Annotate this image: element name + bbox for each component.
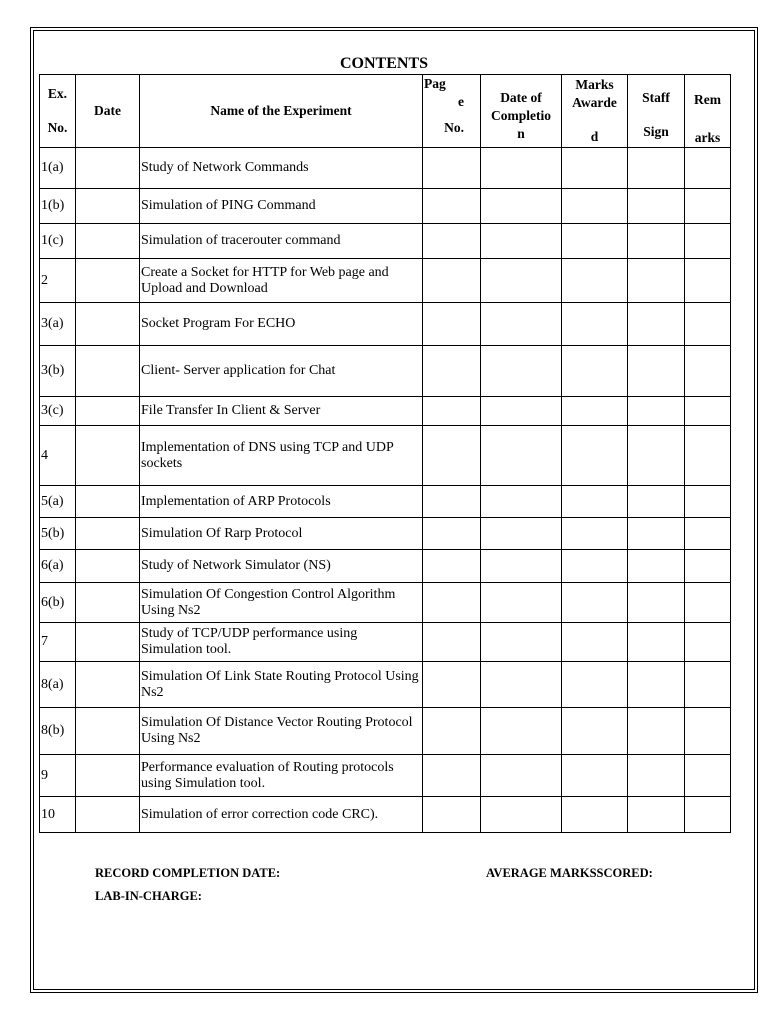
marks-cell — [562, 662, 628, 708]
remarks-cell — [685, 708, 731, 755]
completion-date-cell — [481, 662, 562, 708]
ex-no-cell: 5(a) — [40, 486, 76, 518]
marks-cell — [562, 397, 628, 426]
page-no-cell — [423, 797, 481, 833]
experiment-name-cell: Study of TCP/UDP performance using Simulation tool. — [140, 623, 423, 662]
marks-cell — [562, 259, 628, 303]
page-no-cell — [423, 259, 481, 303]
remarks-cell — [685, 662, 731, 708]
date-cell — [76, 259, 140, 303]
marks-cell — [562, 224, 628, 259]
experiment-name-cell: Simulation of error correction code CRC). — [140, 797, 423, 833]
staff-sign-cell — [628, 189, 685, 224]
page-no-cell — [423, 426, 481, 486]
contents-table — [39, 74, 731, 833]
page-no-cell — [423, 662, 481, 708]
marks-cell — [562, 708, 628, 755]
average-marks-label: AVERAGE MARKSSCORED: — [486, 866, 653, 880]
table-row — [40, 518, 731, 550]
experiment-name-cell: Implementation of ARP Protocols — [140, 486, 423, 518]
marks-cell — [562, 303, 628, 346]
remarks-cell — [685, 623, 731, 662]
completion-date-cell — [481, 346, 562, 397]
table-row — [40, 224, 731, 259]
remarks-cell — [685, 303, 731, 346]
page-no-cell — [423, 708, 481, 755]
remarks-cell — [685, 486, 731, 518]
table-row — [40, 662, 731, 708]
staff-sign-cell — [628, 623, 685, 662]
staff-sign-cell — [628, 662, 685, 708]
date-cell — [76, 397, 140, 426]
experiment-name-cell: Performance evaluation of Routing protocols using Simulation tool. — [140, 755, 423, 797]
header-experiment-name: Name of the Experiment — [140, 75, 423, 148]
experiment-name-cell: Socket Program For ECHO — [140, 303, 423, 346]
marks-cell — [562, 550, 628, 583]
table-row — [40, 189, 731, 224]
ex-no-cell: 3(a) — [40, 303, 76, 346]
lab-in-charge-label: LAB-IN-CHARGE: — [95, 889, 202, 903]
marks-cell — [562, 486, 628, 518]
completion-date-cell — [481, 755, 562, 797]
table-row — [40, 550, 731, 583]
ex-no-cell: 4 — [40, 426, 76, 486]
remarks-cell — [685, 397, 731, 426]
ex-no-cell: 6(a) — [40, 550, 76, 583]
ex-no-cell: 8(b) — [40, 708, 76, 755]
date-cell — [76, 583, 140, 623]
table-row — [40, 486, 731, 518]
staff-sign-cell — [628, 426, 685, 486]
page-no-cell — [423, 486, 481, 518]
table-row — [40, 797, 731, 833]
ex-no-cell: 1(b) — [40, 189, 76, 224]
staff-sign-cell — [628, 550, 685, 583]
experiment-name-cell: Simulation Of Distance Vector Routing Protocol Using Ns2 — [140, 708, 423, 755]
page-no-cell — [423, 518, 481, 550]
ex-no-cell: 1(c) — [40, 224, 76, 259]
page-no-cell — [423, 550, 481, 583]
completion-date-cell — [481, 518, 562, 550]
staff-sign-cell — [628, 303, 685, 346]
ex-no-cell: 8(a) — [40, 662, 76, 708]
experiment-name-cell: Create a Socket for HTTP for Web page and Upload and Download — [140, 259, 423, 303]
remarks-cell — [685, 583, 731, 623]
date-cell — [76, 426, 140, 486]
completion-date-cell — [481, 397, 562, 426]
date-cell — [76, 148, 140, 189]
experiment-name-cell: Simulation Of Rarp Protocol — [140, 518, 423, 550]
completion-date-cell — [481, 259, 562, 303]
completion-date-cell — [481, 148, 562, 189]
marks-cell — [562, 426, 628, 486]
completion-date-cell — [481, 550, 562, 583]
header-page-no: Pag e No. — [423, 75, 481, 148]
page-no-cell — [423, 397, 481, 426]
ex-no-cell: 6(b) — [40, 583, 76, 623]
ex-no-cell: 7 — [40, 623, 76, 662]
page-no-cell — [423, 755, 481, 797]
remarks-cell — [685, 518, 731, 550]
experiment-name-cell: Client- Server application for Chat — [140, 346, 423, 397]
header-ex-no: Ex. No. — [40, 75, 76, 148]
header-staff-sign: Staff Sign — [628, 75, 685, 148]
completion-date-cell — [481, 303, 562, 346]
marks-cell — [562, 755, 628, 797]
table-row — [40, 346, 731, 397]
page-no-cell — [423, 189, 481, 224]
completion-date-cell — [481, 224, 562, 259]
staff-sign-cell — [628, 797, 685, 833]
table-row — [40, 259, 731, 303]
header-date: Date — [76, 75, 140, 148]
marks-cell — [562, 518, 628, 550]
completion-date-cell — [481, 708, 562, 755]
remarks-cell — [685, 426, 731, 486]
date-cell — [76, 224, 140, 259]
table-row — [40, 708, 731, 755]
ex-no-cell: 2 — [40, 259, 76, 303]
ex-no-cell: 3(c) — [40, 397, 76, 426]
page-no-cell — [423, 224, 481, 259]
staff-sign-cell — [628, 224, 685, 259]
record-completion-date-label: RECORD COMPLETION DATE: — [95, 866, 281, 880]
date-cell — [76, 662, 140, 708]
experiment-name-cell: Implementation of DNS using TCP and UDP sockets — [140, 426, 423, 486]
date-cell — [76, 518, 140, 550]
ex-no-cell: 9 — [40, 755, 76, 797]
page-no-cell — [423, 148, 481, 189]
page-no-cell — [423, 346, 481, 397]
page-no-cell — [423, 303, 481, 346]
remarks-cell — [685, 797, 731, 833]
date-cell — [76, 486, 140, 518]
staff-sign-cell — [628, 755, 685, 797]
experiment-name-cell: Simulation Of Congestion Control Algorithm Using Ns2 — [140, 583, 423, 623]
header-marks-awarded: Marks Awarde d — [562, 75, 628, 148]
staff-sign-cell — [628, 708, 685, 755]
date-cell — [76, 346, 140, 397]
page-no-cell — [423, 583, 481, 623]
experiment-name-cell: File Transfer In Client & Server — [140, 397, 423, 426]
table-row — [40, 755, 731, 797]
date-cell — [76, 797, 140, 833]
remarks-cell — [685, 259, 731, 303]
completion-date-cell — [481, 623, 562, 662]
date-cell — [76, 303, 140, 346]
staff-sign-cell — [628, 583, 685, 623]
experiment-name-cell: Study of Network Simulator (NS) — [140, 550, 423, 583]
marks-cell — [562, 797, 628, 833]
experiment-name-cell: Study of Network Commands — [140, 148, 423, 189]
page-title: CONTENTS — [339, 55, 429, 72]
header-row — [40, 75, 731, 148]
ex-no-cell: 5(b) — [40, 518, 76, 550]
staff-sign-cell — [628, 346, 685, 397]
staff-sign-cell — [628, 486, 685, 518]
marks-cell — [562, 346, 628, 397]
page-no-cell — [423, 623, 481, 662]
marks-cell — [562, 623, 628, 662]
date-cell — [76, 550, 140, 583]
completion-date-cell — [481, 426, 562, 486]
date-cell — [76, 708, 140, 755]
experiment-name-cell: Simulation of tracerouter command — [140, 224, 423, 259]
completion-date-cell — [481, 486, 562, 518]
table-row — [40, 303, 731, 346]
marks-cell — [562, 583, 628, 623]
table-row — [40, 583, 731, 623]
completion-date-cell — [481, 797, 562, 833]
remarks-cell — [685, 346, 731, 397]
experiment-name-cell: Simulation Of Link State Routing Protocol Using Ns2 — [140, 662, 423, 708]
remarks-cell — [685, 550, 731, 583]
experiment-name-cell: Simulation of PING Command — [140, 189, 423, 224]
staff-sign-cell — [628, 518, 685, 550]
remarks-cell — [685, 189, 731, 224]
table-row — [40, 397, 731, 426]
date-cell — [76, 623, 140, 662]
ex-no-cell: 3(b) — [40, 346, 76, 397]
date-cell — [76, 189, 140, 224]
header-remarks: Rem arks — [685, 75, 731, 148]
remarks-cell — [685, 148, 731, 189]
remarks-cell — [685, 224, 731, 259]
staff-sign-cell — [628, 259, 685, 303]
date-cell — [76, 755, 140, 797]
completion-date-cell — [481, 189, 562, 224]
completion-date-cell — [481, 583, 562, 623]
marks-cell — [562, 148, 628, 189]
staff-sign-cell — [628, 397, 685, 426]
table-row — [40, 426, 731, 486]
table-row — [40, 623, 731, 662]
marks-cell — [562, 189, 628, 224]
table-row — [40, 148, 731, 189]
header-completion-date: Date of Completio n — [481, 75, 562, 148]
remarks-cell — [685, 755, 731, 797]
ex-no-cell: 10 — [40, 797, 76, 833]
staff-sign-cell — [628, 148, 685, 189]
ex-no-cell: 1(a) — [40, 148, 76, 189]
